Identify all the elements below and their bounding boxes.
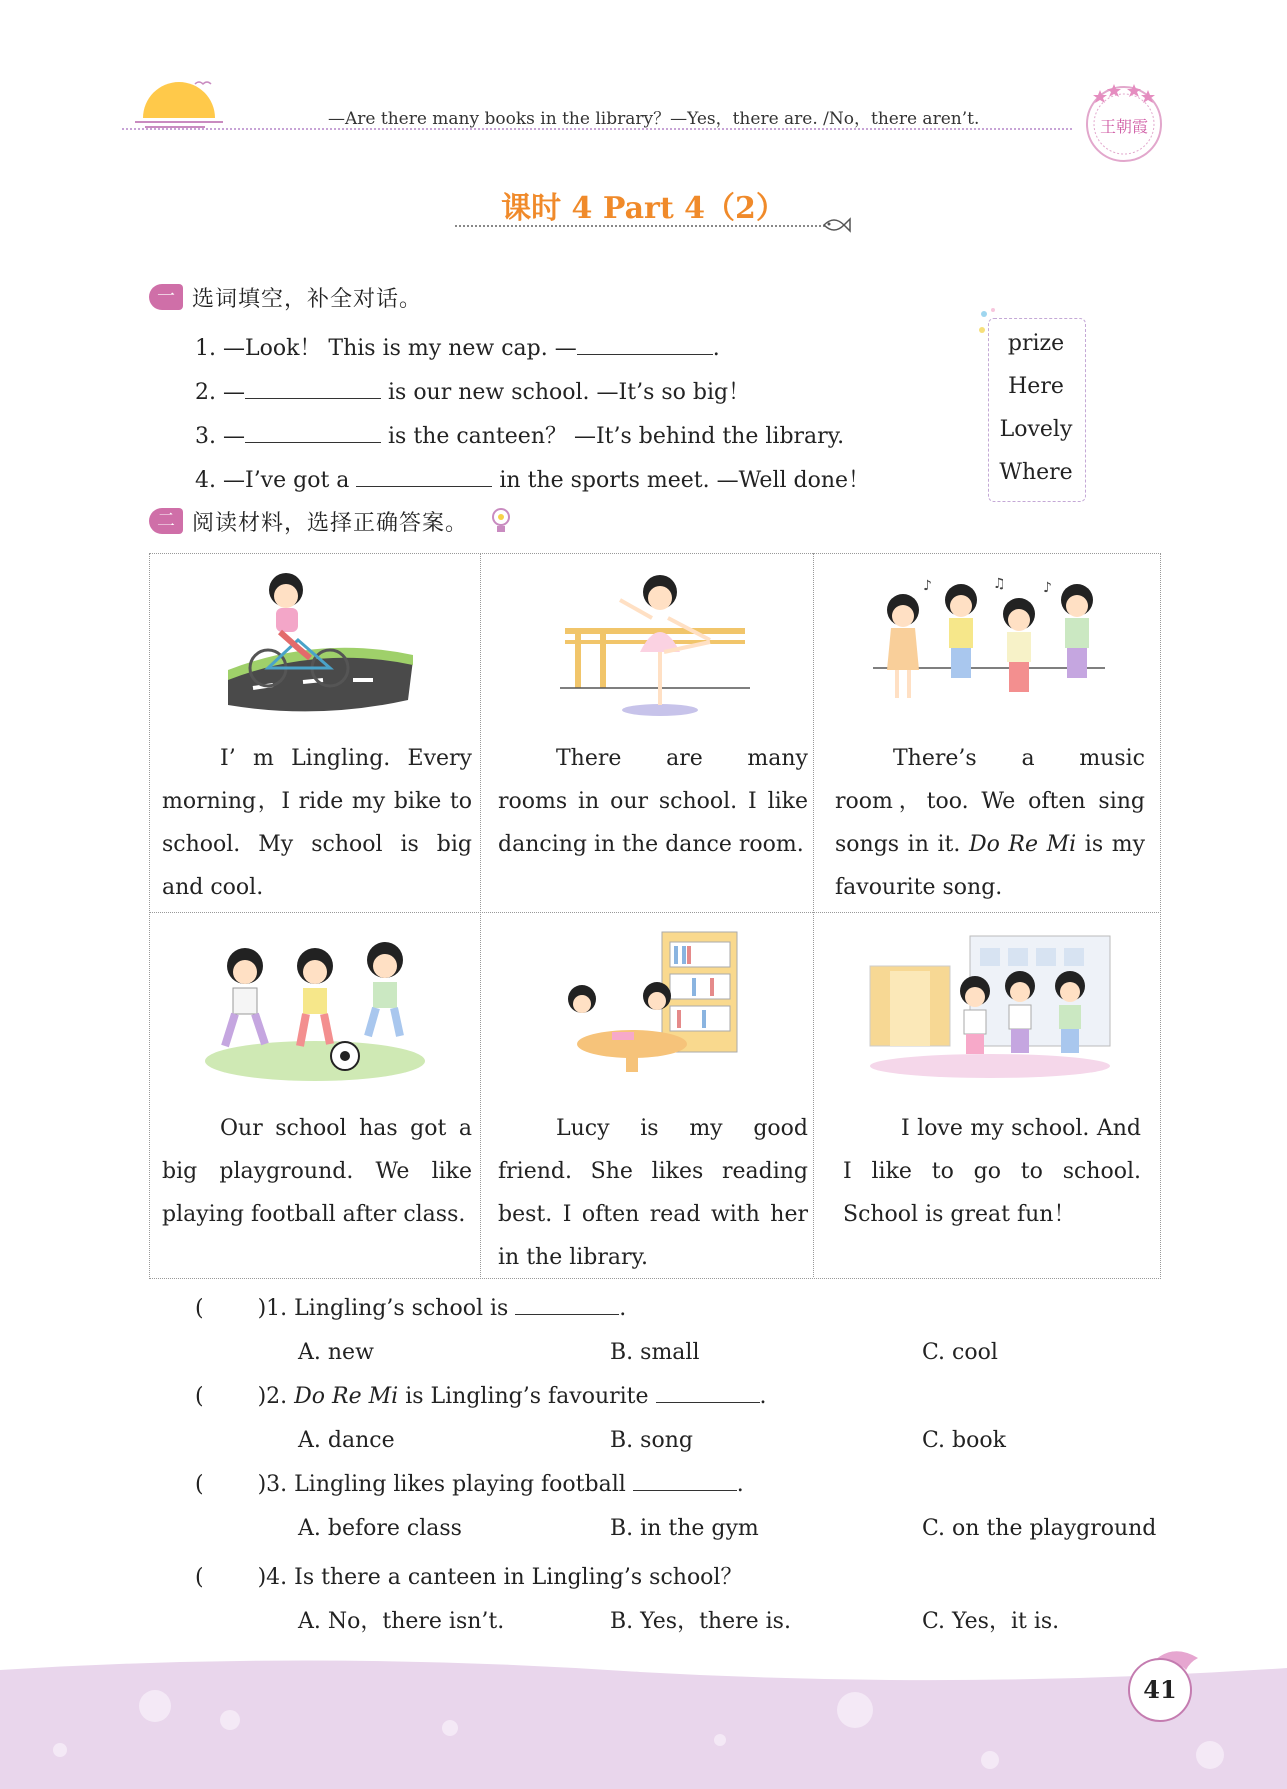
q2-option-b[interactable]: B. song — [610, 1428, 693, 1453]
blank-3[interactable] — [245, 424, 381, 443]
blank-1[interactable] — [577, 336, 713, 355]
word-bank-item: Where — [999, 460, 1073, 485]
title-underline — [455, 225, 825, 227]
panel-3-text: There’s a music room，too. We often sing songs in it. Do Re Mi is my favourite song. — [835, 746, 1145, 900]
svg-text:♫: ♫ — [993, 576, 1006, 592]
grid-divider — [813, 553, 814, 1277]
children-at-school-illustration — [860, 926, 1120, 1086]
footer-decoration — [0, 1660, 1287, 1789]
svg-text:♪: ♪ — [923, 578, 932, 594]
blank-4[interactable] — [356, 468, 492, 487]
word-bank-item: prize — [1007, 331, 1065, 356]
grid-divider — [480, 553, 481, 1277]
svg-text:王朝霞: 王朝霞 — [1099, 117, 1149, 136]
page-number: 41 — [1128, 1658, 1192, 1722]
fill-item-3: 3. — is the canteen？ —It’s behind the library. — [195, 424, 845, 449]
q4-option-c[interactable]: C. Yes，it is. — [922, 1609, 1060, 1634]
section-2-badge: 二 — [149, 508, 183, 534]
q2-option-a[interactable]: A. dance — [298, 1428, 395, 1453]
panel-2-text: There are many rooms in our school. I like dancing in the dance room. — [498, 746, 808, 857]
q1-option-b[interactable]: B. small — [610, 1340, 700, 1365]
fill-item-1: 1. —Look！ This is my new cap. — . — [195, 336, 720, 361]
question-2: ( )2. Do Re Mi is Lingling’s favourite . — [195, 1384, 767, 1409]
question-3: ( )3. Lingling likes playing football . — [195, 1472, 744, 1497]
q3-option-b[interactable]: B. in the gym — [610, 1516, 759, 1541]
q1-option-a[interactable]: A. new — [298, 1340, 374, 1365]
children-singing-illustration — [873, 570, 1105, 720]
question-4: ( )4. Is there a canteen in Lingling’s school？ — [195, 1565, 743, 1590]
word-bank-item: Lovely — [999, 417, 1073, 442]
question-1: ( )1. Lingling’s school is . — [195, 1296, 627, 1321]
q2-option-c[interactable]: C. book — [922, 1428, 1006, 1453]
girl-dancing-illustration — [560, 570, 750, 720]
fill-item-4: 4. —I’ve got a in the sports meet. —Well done！ — [195, 468, 871, 493]
header-sentence: —Are there many books in the library？—Yes，there are. /No，there aren’t. — [328, 109, 980, 129]
girl-riding-bike-illustration — [218, 570, 418, 720]
word-bank-item: Here — [1008, 374, 1064, 399]
q4-option-a[interactable]: A. No，there isn’t. — [298, 1609, 505, 1634]
fill-item-2: 2. — is our new school. —It’s so big！ — [195, 380, 751, 405]
svg-text:♪: ♪ — [1043, 580, 1052, 596]
blank-2[interactable] — [245, 380, 381, 399]
section-1-badge: 一 — [149, 284, 183, 310]
q3-option-c[interactable]: C. on the playground — [922, 1516, 1157, 1541]
publisher-seal-logo — [1082, 80, 1166, 164]
lesson-title: 课时 4 Part 4（2） — [501, 191, 786, 226]
panel-5-text: Lucy is my good friend. She likes reading best. I often read with her in the library. — [498, 1116, 808, 1270]
grid-divider — [149, 912, 1159, 913]
panel-6-text: I love my school. And I like to go to school. School is great fun！ — [843, 1116, 1141, 1227]
section-2-title: 阅读材料，选择正确答案。 — [192, 511, 469, 536]
children-playing-football-illustration — [200, 936, 430, 1086]
panel-1-text: I’ m Lingling. Every morning，I ride my bike to school. My school is big and cool. — [162, 746, 472, 900]
answer-paren-open: ( — [195, 1296, 204, 1321]
q4-option-b[interactable]: B. Yes，there is. — [610, 1609, 791, 1634]
q3-option-a[interactable]: A. before class — [298, 1516, 462, 1541]
girls-reading-in-library-illustration — [562, 924, 752, 1084]
panel-4-text: Our school has got a big playground. We like playing football after class. — [162, 1116, 472, 1227]
lightbulb-icon — [490, 506, 512, 536]
q1-option-c[interactable]: C. cool — [922, 1340, 998, 1365]
fish-icon — [820, 213, 852, 237]
section-1-title: 选词填空，补全对话。 — [192, 287, 423, 312]
sun-icon — [135, 78, 223, 130]
